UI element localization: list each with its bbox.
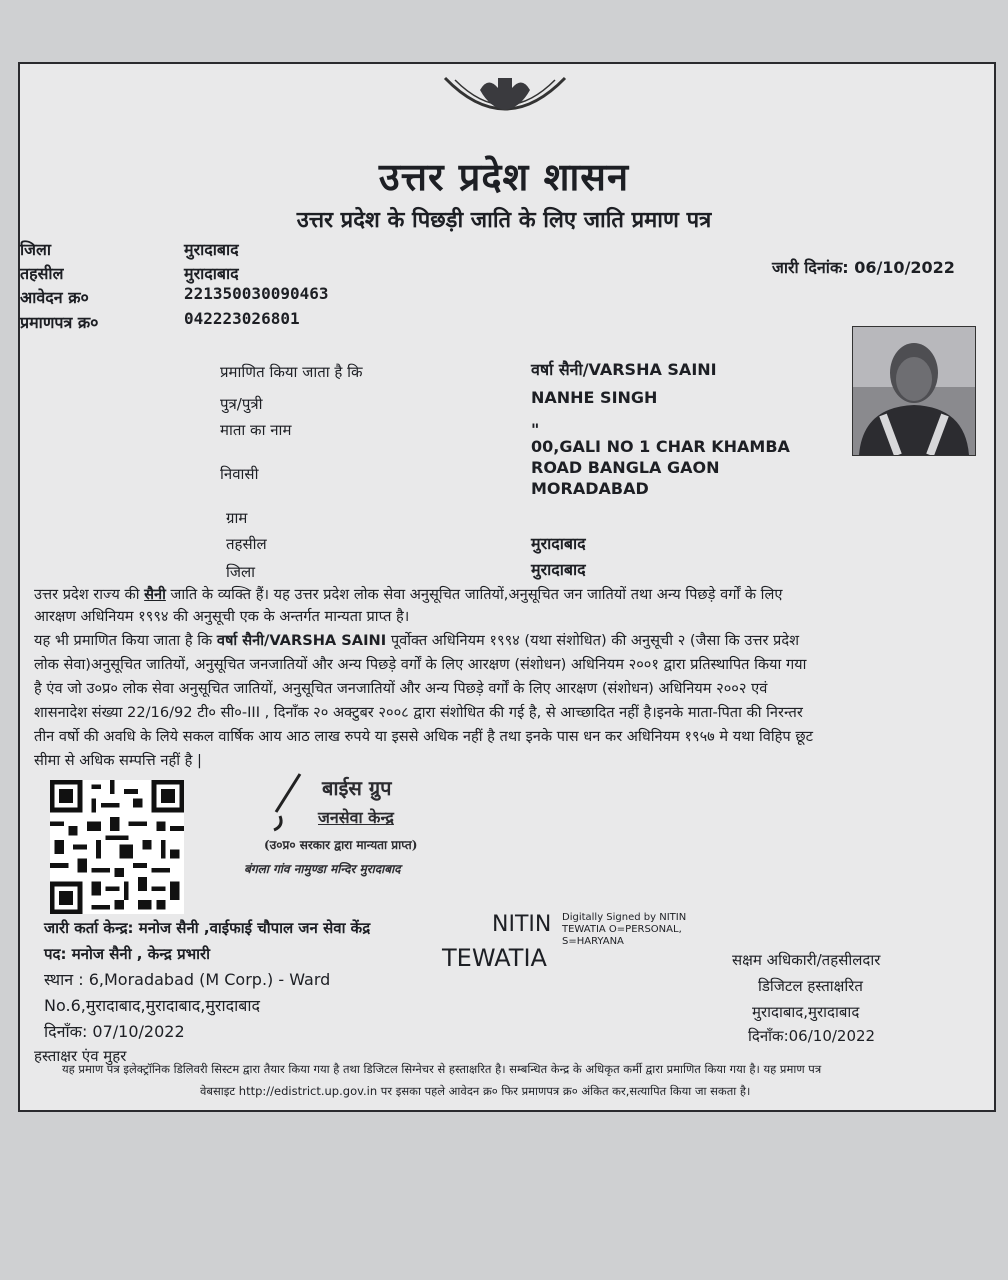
tehsil-detail-value: मुरादाबाद (531, 534, 586, 553)
body-applicant-name: वर्षा सैनी/VARSHA SAINI (216, 632, 387, 649)
state-emblem-icon (440, 70, 570, 128)
digital-sign-note-3: S=HARYANA (562, 936, 624, 947)
body-line-5: है एंव जो उ०प्र० लोक सेवा अनुसूचित जातियों, अनुसूचित जनजातियों और अन्य पिछड़े वर्गों के लिए आरक्षण (संशोधन) अधिनियम २००२ एवं (34, 680, 768, 697)
district-value: मुरादाबाद (184, 240, 239, 259)
stamp-line-4: बंगला गांव नामुण्डा मन्दिर मुरादाबाद (244, 862, 401, 876)
body-line-6: शासनादेश संख्या 22/16/92 टी० सी०-III , दिनाँक २० अक्टुबर २००८ द्वारा संशोधित की गई है, से आच्छादित नहीं है।इनके माता-पिता की निरन्तर (34, 704, 803, 721)
digital-sign-note-2: TEWATIA O=PERSONAL, (562, 924, 682, 935)
signature-seal-label: हस्ताक्षर एंव मुहर (34, 1047, 127, 1065)
issuer-place-2: No.6,मुरादाबाद,मुरादाबाद,मुरादाबाद (44, 996, 261, 1015)
tehsil-detail-label: तहसील (226, 535, 267, 553)
address-line-1: 00,GALI NO 1 CHAR KHAMBA (531, 437, 790, 456)
address-line-2: ROAD BANGLA GAON (531, 458, 720, 477)
district-detail-value: मुरादाबाद (531, 560, 586, 579)
footer-line-1: यह प्रमाण पत्र इलेक्ट्रॉनिक डिलिवरी सिस्टम द्वारा तैयार किया गया है तथा डिजिटल सिग्नेचर से हस्ताक्षरित है। सम्बन्धित केन्द्र के अधिकृत कर्मी द्वारा प्रमाणित किया गया है। यह प्रमाण पत्र (62, 1062, 822, 1076)
signature-mark-icon (270, 772, 310, 832)
tehsil-value: मुरादाबाद (184, 264, 239, 283)
body-line-7: तीन वर्षो की अवधि के लिये सकल वार्षिक आय आठ लाख रुपये या इससे अधिक नहीं है तथा इनके पास धन कर अधिनियम १९५७ मे यथा विहिप छूट (34, 728, 813, 745)
center-stamp (230, 770, 510, 890)
resident-label: निवासी (220, 465, 259, 483)
issue-date: जारी दिनांक: 06/10/2022 (772, 258, 955, 277)
child-of-label: पुत्र/पुत्री (220, 395, 263, 413)
applicant-photo (852, 326, 976, 456)
certificate-number: 042223026801 (184, 309, 300, 328)
stamp-line-1: बाईस ग्रुप (322, 776, 392, 800)
qr-code-icon (50, 780, 184, 914)
issuer-post: पद: मनोज सैनी , केन्द्र प्रभारी (44, 945, 211, 963)
issuer-date: दिनाँक: 07/10/2022 (44, 1022, 185, 1041)
applicant-name: वर्षा सैनी/VARSHA SAINI (531, 360, 717, 379)
caste-name: सैनी (144, 586, 166, 603)
district-label: जिला (20, 240, 52, 259)
issuing-center: जारी कर्ता केन्द्र: मनोज सैनी ,वाईफाई चौपाल जन सेवा केंद्र (44, 919, 371, 937)
stamp-line-2: जनसेवा केन्द्र (318, 808, 394, 827)
district-detail-label: जिला (226, 563, 256, 581)
certified-label: प्रमाणित किया जाता है कि (220, 363, 363, 381)
govt-title: उत्तर प्रदेश शासन (378, 154, 630, 199)
mother-value: " (531, 420, 540, 439)
body-line-3: यह भी प्रमाणित किया जाता है कि वर्षा सैनी/VARSHA SAINI पूर्वोक्त अधिनियम १९९४ (यथा संशोधित) की अनुसूची २ (जैसा कि उत्तर प्रदेश (34, 632, 800, 649)
mother-label: माता का नाम (220, 421, 292, 439)
authority-place: मुरादाबाद,मुरादाबाद (752, 1003, 860, 1021)
digital-sign-name-1: NITIN (492, 912, 552, 937)
stamp-line-3: (उ०प्र० सरकार द्वारा मान्यता प्राप्त) (264, 838, 418, 852)
body-line-4: लोक सेवा)अनुसूचित जातियों, अनुसूचित जनजातियों और अन्य पिछड़े वर्गों के लिए आरक्षण (संशोधन) अधिनियम २००१ द्वारा प्रतिस्थापित किया गया (34, 656, 807, 673)
footer-line-2: वेबसाइट http://edistrict.up.gov.in पर इसका पहले आवेदन क्र० फिर प्रमाणपत्र क्र० अंकित कर,सत्यापित किया जा सकता है। (200, 1084, 751, 1098)
address-line-3: MORADABAD (531, 479, 649, 498)
issuer-place-1: स्थान : 6,Moradabad (M Corp.) - Ward (44, 970, 331, 989)
body-line-2: आरक्षण अधिनियम १९९४ की अनुसूची एक के अन्तर्गत मान्यता प्राप्त है। (34, 608, 410, 625)
father-name: NANHE SINGH (531, 388, 658, 407)
authority-title: सक्षम अधिकारी/तहसीलदार (732, 951, 881, 969)
digital-sign-name-2: TEWATIA (442, 944, 547, 972)
authority-date: दिनाँक:06/10/2022 (748, 1027, 876, 1045)
authority-sign: डिजिटल हस्ताक्षरित (758, 977, 863, 995)
application-number: 221350030090463 (184, 284, 329, 303)
certificate-title: उत्तर प्रदेश के पिछड़ी जाति के लिए जाति प्रमाण पत्र (296, 208, 712, 233)
tehsil-label: तहसील (20, 264, 64, 283)
village-label: ग्राम (226, 509, 248, 527)
certificate-number-label: प्रमाणपत्र क्र० (20, 313, 99, 332)
body-line-1: उत्तर प्रदेश राज्य की सैनी जाति के व्यक्ति हैं। यह उत्तर प्रदेश लोक सेवा अनुसूचित जातियों,अनुसूचित जन जातियों तथा अन्य पिछड़े वर्गों के लिए (34, 586, 783, 603)
application-label: आवेदन क्र० (20, 288, 89, 307)
digital-sign-note-1: Digitally Signed by NITIN (562, 912, 687, 923)
body-line-8: सीमा से अधिक सम्पत्ति नहीं है | (34, 752, 202, 769)
